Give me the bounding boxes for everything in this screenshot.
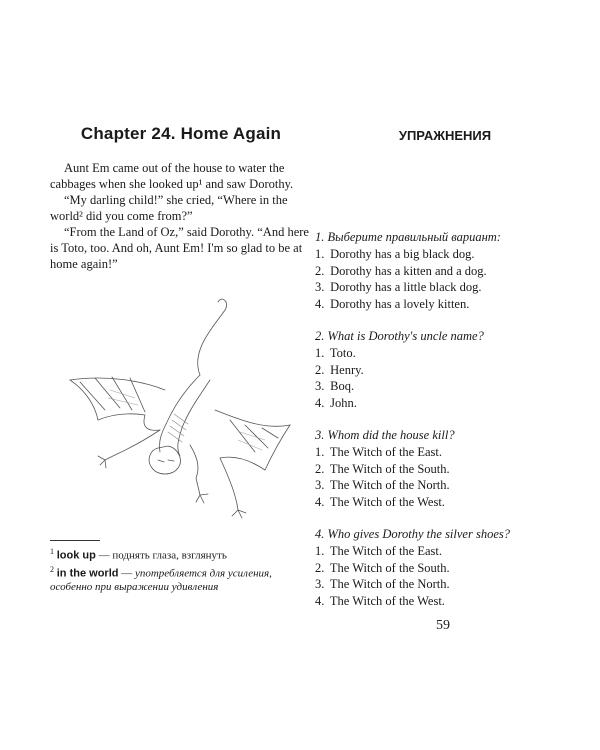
option-list — [315, 246, 575, 312]
option-text: Dorothy has a big black dog. — [330, 247, 475, 261]
winged-monkey-drawing — [50, 280, 312, 530]
option-number: 2. — [315, 560, 325, 575]
option-number: 4. — [315, 395, 325, 410]
exercise — [315, 427, 575, 510]
option-number: 1. — [315, 247, 325, 261]
footnote-text: употребляется для усиления, особенно при выражении удивления — [50, 567, 272, 594]
option-text: The Witch of the East. — [329, 445, 442, 459]
option-text: The Witch of the East. — [329, 544, 442, 558]
footnotes — [50, 545, 312, 594]
footnote-term: in the world — [56, 567, 119, 580]
footnote-text: поднять глаза, взглянуть — [112, 549, 227, 562]
option-list — [315, 345, 575, 411]
chapter-title: Chapter 24. Home Again — [80, 124, 282, 143]
option-number: 2. — [315, 362, 325, 377]
option-text: The Witch of the West. — [329, 494, 445, 509]
option-number: 3. — [315, 379, 325, 393]
option-number: 1. — [315, 346, 325, 360]
option-item — [315, 543, 575, 560]
exercise-question: 2. What is Dorothy's uncle name? — [315, 329, 484, 343]
option-number: 4. — [315, 296, 325, 311]
footnote-number: 2 — [50, 564, 54, 574]
option-text: Toto. — [329, 346, 356, 360]
option-item — [315, 296, 575, 313]
exercise — [315, 229, 575, 312]
footnote — [50, 563, 312, 595]
option-text: Henry. — [330, 362, 364, 377]
exercises-heading: УПРАЖНЕНИЯ — [398, 128, 492, 143]
story-text — [50, 160, 312, 272]
option-text: Dorothy has a lovely kitten. — [330, 296, 470, 311]
option-text: The Witch of the South. — [329, 560, 450, 575]
paragraph: “My darling child!” she cried, “Where in the world² did you come from?” — [50, 193, 288, 223]
option-item — [315, 494, 575, 511]
footnote — [50, 545, 312, 563]
option-number: 4. — [315, 593, 325, 608]
paragraph: “From the Land of Oz,” said Dorothy. “And here is Toto, too. And oh, Aunt Em! I'm so glad to be at home again!” — [50, 225, 309, 271]
option-item — [315, 378, 575, 395]
option-item — [315, 279, 575, 296]
option-text: Dorothy has a little black dog. — [330, 280, 482, 294]
option-text: The Witch of the South. — [329, 461, 450, 476]
option-item — [315, 560, 575, 577]
option-number: 1. — [315, 544, 325, 558]
option-number: 2. — [315, 461, 325, 476]
option-text: Dorothy has a kitten and a dog. — [330, 263, 487, 278]
option-text: The Witch of the West. — [329, 593, 445, 608]
option-item — [315, 362, 575, 379]
option-list — [315, 444, 575, 510]
footnote-number: 1 — [50, 547, 54, 556]
footnote-divider — [50, 540, 100, 541]
exercise — [315, 328, 575, 411]
option-item — [315, 477, 575, 494]
option-item — [315, 593, 575, 610]
option-number: 3. — [315, 577, 325, 591]
option-item — [315, 263, 575, 280]
option-number: 3. — [315, 478, 325, 492]
footnote-separator: — — [95, 549, 113, 562]
footnote-term: look up — [56, 549, 96, 562]
option-list — [315, 543, 575, 609]
option-text: Boq. — [330, 379, 355, 393]
option-text: The Witch of the North. — [329, 478, 450, 492]
option-item — [315, 345, 575, 362]
winged-monkey-illustration — [50, 280, 312, 530]
exercise — [315, 526, 575, 609]
page-number: 59 — [436, 618, 450, 633]
exercise-question: 1. Выберите правильный вариант: — [315, 230, 501, 244]
option-item — [315, 444, 575, 461]
option-number: 3. — [315, 280, 325, 294]
option-item — [315, 395, 575, 412]
left-page — [50, 118, 312, 594]
option-number: 4. — [315, 494, 325, 509]
option-number: 1. — [315, 445, 325, 459]
exercise-question: 3. Whom did the house kill? — [315, 428, 455, 442]
footnote-separator: — — [118, 567, 135, 580]
paragraph: Aunt Em came out of the house to water the cabbages when she looked up¹ and saw Dorothy. — [50, 161, 294, 191]
option-item — [315, 576, 575, 593]
option-text: John. — [330, 395, 357, 410]
exercise-question: 4. Who gives Dorothy the silver shoes? — [315, 527, 510, 541]
option-text: The Witch of the North. — [329, 577, 450, 591]
right-page — [315, 118, 575, 625]
option-item — [315, 246, 575, 263]
option-number: 2. — [315, 263, 325, 278]
option-item — [315, 461, 575, 478]
